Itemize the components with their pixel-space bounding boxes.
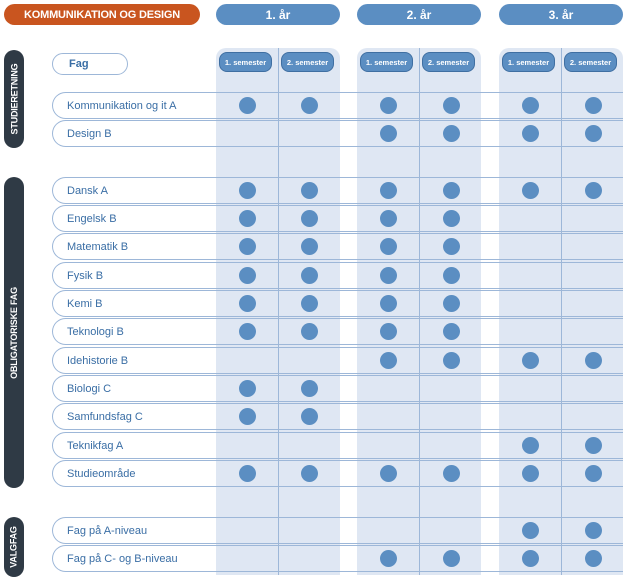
semester-dot — [380, 550, 397, 567]
semester-header: 2. semester — [422, 52, 475, 72]
row-label: Fag på C- og B-niveau — [67, 552, 178, 565]
semester-dot — [380, 295, 397, 312]
semester-dot — [380, 97, 397, 114]
semester-dot — [522, 97, 539, 114]
fag-header: Fag — [52, 53, 128, 75]
semester-dot — [380, 182, 397, 199]
row-label: Kemi B — [67, 297, 103, 310]
semester-dot — [585, 465, 602, 482]
semester-dot — [380, 323, 397, 340]
semester-dot — [380, 210, 397, 227]
semester-dot — [522, 465, 539, 482]
semester-dot — [522, 522, 539, 539]
semester-dot — [522, 352, 539, 369]
semester-dot — [301, 465, 318, 482]
row-label: Idehistorie B — [67, 354, 129, 367]
semester-dot — [239, 380, 256, 397]
year-2-header: 2. år — [357, 4, 481, 25]
semester-dot — [239, 465, 256, 482]
semester-dot — [522, 182, 539, 199]
section-obligatoriske: OBLIGATORISKE FAG — [4, 177, 24, 488]
semester-dot — [443, 182, 460, 199]
semester-dot — [443, 352, 460, 369]
semester-dot — [239, 238, 256, 255]
semester-dot — [301, 182, 318, 199]
semester-dot — [380, 465, 397, 482]
semester-dot — [380, 125, 397, 142]
section-valgfag: VALGFAG — [4, 517, 24, 577]
semester-dot — [239, 182, 256, 199]
semester-dot — [443, 323, 460, 340]
table-row — [52, 205, 623, 232]
section-studieretning: STUDIERETNING — [4, 50, 24, 148]
semester-dot — [301, 323, 318, 340]
semester-dot — [239, 267, 256, 284]
semester-dot — [301, 408, 318, 425]
year-1-header: 1. år — [216, 4, 340, 25]
row-label: Dansk A — [67, 184, 108, 197]
semester-dot — [239, 295, 256, 312]
semester-dot — [380, 267, 397, 284]
semester-dot — [443, 97, 460, 114]
semester-dot — [239, 210, 256, 227]
table-row — [52, 290, 623, 317]
semester-header: 2. semester — [564, 52, 617, 72]
semester-header: 1. semester — [360, 52, 413, 72]
table-row — [52, 403, 623, 430]
semester-dot — [522, 125, 539, 142]
row-label: Teknikfag A — [67, 439, 124, 452]
semester-dot — [301, 380, 318, 397]
semester-dot — [443, 210, 460, 227]
table-row — [52, 318, 623, 345]
year-3-header: 3. år — [499, 4, 623, 25]
table-row — [52, 262, 623, 289]
semester-dot — [301, 238, 318, 255]
semester-dot — [443, 550, 460, 567]
row-label: Kommunikation og it A — [67, 99, 177, 112]
semester-dot — [585, 352, 602, 369]
semester-dot — [380, 238, 397, 255]
table-row — [52, 375, 623, 402]
semester-dot — [301, 267, 318, 284]
semester-dot — [301, 210, 318, 227]
semester-dot — [585, 550, 602, 567]
semester-dot — [585, 125, 602, 142]
row-label: Studieområde — [67, 467, 136, 480]
row-label: Biologi C — [67, 382, 112, 395]
semester-dot — [239, 408, 256, 425]
semester-dot — [443, 295, 460, 312]
semester-header: 1. semester — [219, 52, 272, 72]
row-label: Teknologi B — [67, 325, 124, 338]
semester-dot — [380, 352, 397, 369]
semester-header: 2. semester — [281, 52, 334, 72]
semester-dot — [443, 238, 460, 255]
semester-dot — [585, 437, 602, 454]
semester-dot — [585, 522, 602, 539]
semester-dot — [585, 97, 602, 114]
semester-dot — [443, 267, 460, 284]
row-label: Design B — [67, 127, 112, 140]
semester-dot — [301, 295, 318, 312]
row-label: Fysik B — [67, 269, 104, 282]
semester-dot — [522, 437, 539, 454]
semester-dot — [522, 550, 539, 567]
semester-dot — [239, 97, 256, 114]
row-label: Samfundsfag C — [67, 410, 143, 423]
row-label: Matematik B — [67, 240, 129, 253]
table-row — [52, 233, 623, 260]
page-title: KOMMUNIKATION OG DESIGN — [4, 4, 200, 25]
semester-header: 1. semester — [502, 52, 555, 72]
semester-dot — [585, 182, 602, 199]
row-label: Fag på A-niveau — [67, 524, 148, 537]
row-label: Engelsk B — [67, 212, 117, 225]
semester-dot — [443, 125, 460, 142]
semester-dot — [443, 465, 460, 482]
semester-dot — [301, 97, 318, 114]
semester-dot — [239, 323, 256, 340]
